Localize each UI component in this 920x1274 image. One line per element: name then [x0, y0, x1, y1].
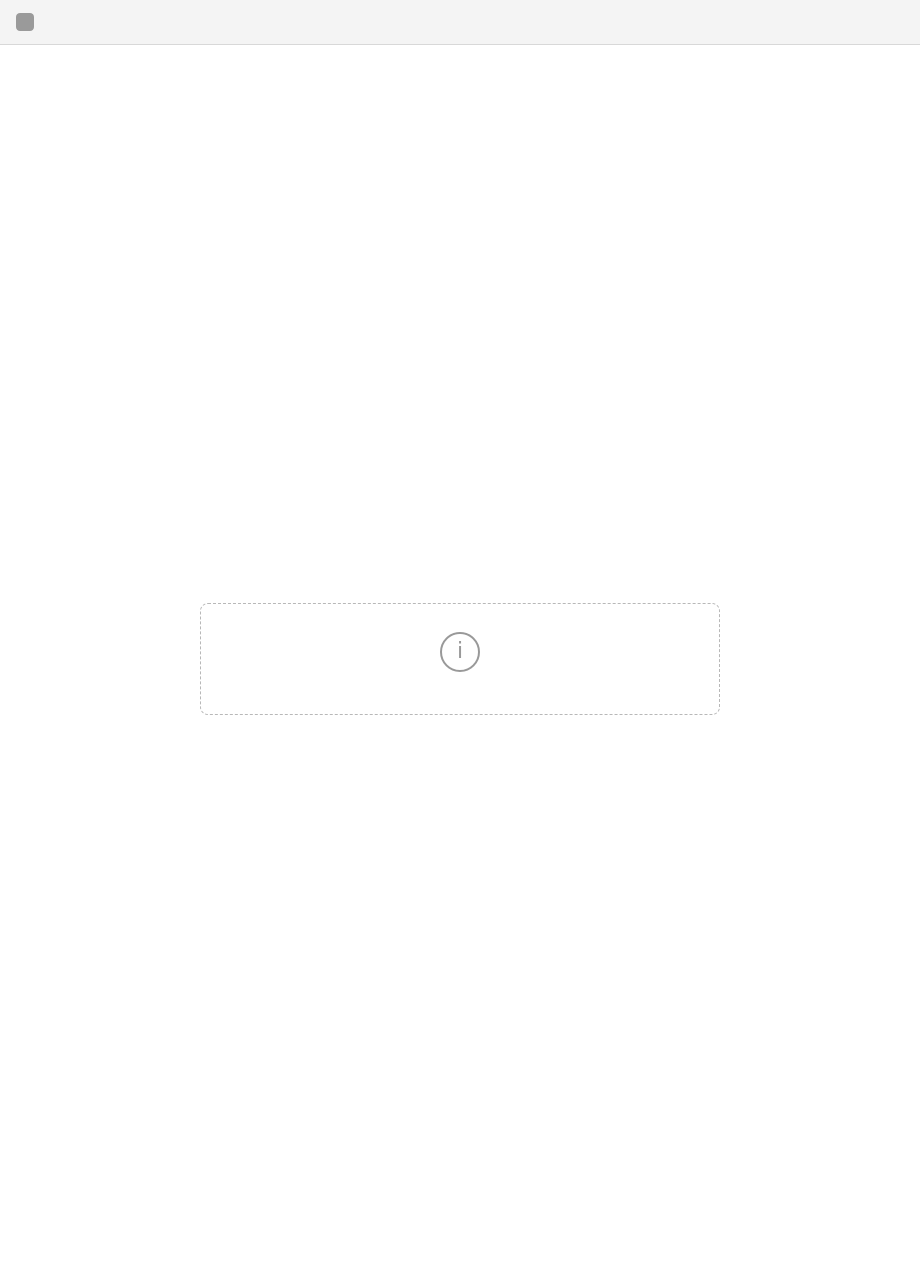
info-icon: i — [440, 632, 480, 672]
title-bar — [0, 0, 920, 45]
main-content — [0, 44, 920, 1274]
notice-panel — [200, 603, 720, 715]
app-icon — [16, 13, 34, 31]
